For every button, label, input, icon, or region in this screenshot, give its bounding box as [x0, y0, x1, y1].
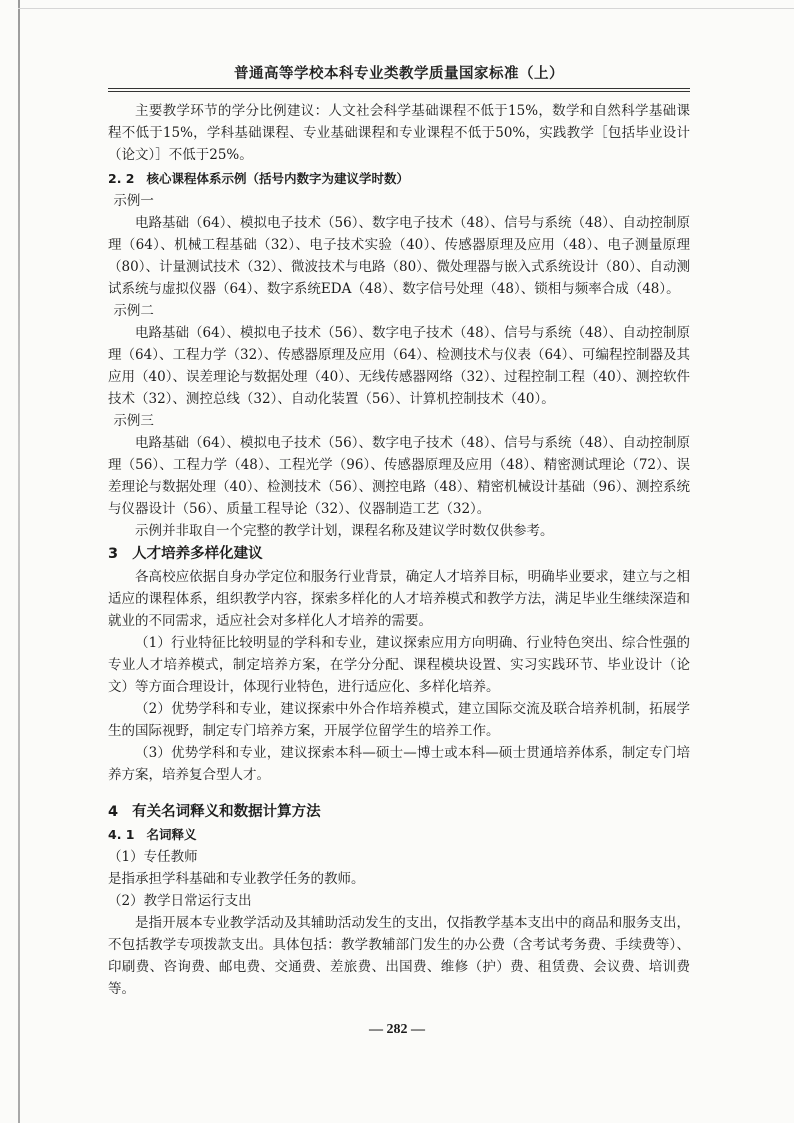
subsection-number: 4. 1 [108, 827, 135, 842]
section-title: 人才培养多样化建议 [132, 546, 263, 562]
page-number: — 282 — [369, 1022, 425, 1037]
subsection-title: 名词释义 [146, 827, 197, 842]
subsection-number: 2. 2 [108, 171, 135, 186]
subsection-heading-2-2 [108, 168, 690, 190]
section-heading-4 [108, 800, 690, 824]
example-text: 电路基础（64）、模拟电子技术（56）、数字电子技术（48）、信号与系统（48）、自动控制原理（64）、工程力学（32）、传感器原理及应用（64）、检测技术与仪表（64）、可编程控制器及其应用（40）、误差理论与数据处理（40）、无线传感器网络（32）、过程控制工程（40）、测控软件技术（32）、测控总线（32）、自动化装置（56）、计算机控制技术（40）。 [108, 325, 690, 407]
section-title: 有关名词释义和数据计算方法 [132, 804, 321, 820]
term-label: （1）专任教师 [108, 849, 198, 865]
example-label: 示例一 [113, 193, 154, 209]
paragraph: 各高校应依据自身办学定位和服务行业背景，确定人才培养目标，明确毕业要求，建立与之相适应的课程体系，组织教学内容，探索多样化的人才培养模式和教学方法，满足毕业生继续深造和就业的不同需求，适应社会对多样化人才培养的需要。 [108, 569, 690, 629]
term-definition: 是指开展本专业教学活动及其辅助活动发生的支出，仅指教学基本支出中的商品和服务支出，不包括教学专项拨款支出。具体包括：教学教辅部门发生的办公费（含考试考务费、手续费等）、印刷费、咨询费、邮电费、交通费、差旅费、出国费、维修（护）费、租赁费、会议费、培训费等。 [108, 915, 690, 997]
term-label: （2）教学日常运行支出 [108, 893, 252, 909]
example-label: 示例三 [113, 413, 154, 429]
intro-paragraph: 主要教学环节的学分比例建议：人文社会科学基础课程不低于15%，数学和自然科学基础课程不低于15%，学科基础课程、专业基础课程和专业课程不低于50%，实践教学［包括毕业设计（论文）］不低于25%。 [108, 103, 690, 163]
paragraph: （3）优势学科和专业，建议探索本科—硕士—博士或本科—硕士贯通培养体系，制定专门培养方案，培养复合型人才。 [108, 745, 690, 783]
page-body [108, 100, 690, 1000]
running-header: 普通高等学校本科专业类教学质量国家标准（上） [234, 66, 564, 82]
subsection-title: 核心课程体系示例（括号内数字为建议学时数） [146, 171, 410, 186]
section-number: 3 [108, 546, 119, 562]
term-definition: 是指承担学科基础和专业教学任务的教师。 [108, 871, 365, 887]
paragraph: （2）优势学科和专业，建议探索中外合作培养模式，建立国际交流及联合培养机制，拓展学生的国际视野，制定专门培养方案，开展学位留学生的培养工作。 [108, 701, 690, 739]
example-text: 电路基础（64）、模拟电子技术（56）、数字电子技术（48）、信号与系统（48）、自动控制原理（56）、工程力学（48）、工程光学（96）、传感器原理及应用（48）、精密测试理论（72）、误差理论与数据处理（40）、检测技术（56）、测控电路（48）、精密机械设计基础（96）、测控系统与仪器设计（56）、质量工程导论（32）、仪器制造工艺（32）。 [108, 435, 690, 517]
section-heading-3 [108, 542, 690, 566]
section-number: 4 [108, 804, 119, 820]
subsection-heading-4-1 [108, 824, 690, 846]
example-text: 电路基础（64）、模拟电子技术（56）、数字电子技术（48）、信号与系统（48）、自动控制原理（64）、机械工程基础（32）、电子技术实验（40）、传感器原理及应用（48）、电子测量原理（80）、计量测试技术（32）、微波技术与电路（80）、微处理器与嵌入式系统设计（80）、自动测试系统与虚拟仪器（64）、数字系统EDA（48）、数字信号处理（48）、锁相与频率合成（48）。 [108, 215, 690, 297]
example-note: 示例并非取自一个完整的教学计划，课程名称及建议学时数仅供参考。 [135, 523, 554, 539]
scan-edge [18, 0, 20, 1123]
scan-edge-top [18, 8, 794, 9]
paragraph: （1）行业特征比较明显的学科和专业，建议探索应用方向明确、行业特色突出、综合性强的专业人才培养模式，制定培养方案，在学分分配、课程模块设置、实习实践环节、毕业设计（论文）等方面合理设计，体现行业特色，进行适应化、多样化培养。 [108, 635, 690, 695]
example-label: 示例二 [113, 303, 154, 319]
header-rule [108, 88, 690, 92]
